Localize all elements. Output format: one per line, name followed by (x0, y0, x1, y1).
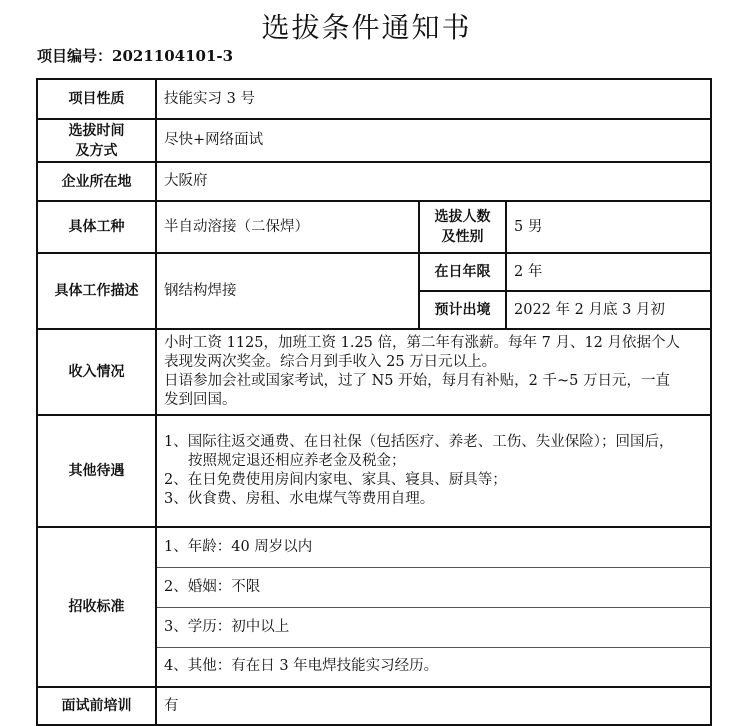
project-nature-value: 技能实习 3 号 (156, 79, 711, 119)
row-location (37, 162, 711, 201)
benefits-line: 3、伙食费、房租、水电煤气等费用自理。 (164, 491, 435, 507)
location-value: 大阪府 (156, 162, 711, 201)
row-selection-time (37, 119, 711, 162)
headcount-label (419, 201, 506, 253)
income-line: 表现发两次奖金。综合月到手收入 25 万日元以上。 (164, 354, 497, 370)
row-income (37, 329, 711, 415)
job-desc-value: 钢结构焊接 (156, 253, 419, 329)
headcount-value: 5 男 (506, 201, 711, 253)
training-label: 面试前培训 (37, 687, 156, 725)
location-label: 企业所在地 (37, 162, 156, 201)
selection-time-value: 尽快+网络面试 (156, 119, 711, 162)
row-project-nature (37, 79, 711, 119)
benefits-value (156, 415, 711, 527)
benefits-line: 2、在日免费使用房间内家电、家具、寝具、厨具等； (164, 472, 507, 488)
row-job-type (37, 201, 711, 253)
training-value: 有 (156, 687, 711, 725)
conditions-table (36, 78, 712, 726)
row-criteria-1 (37, 527, 711, 567)
row-job-desc-a (37, 253, 711, 291)
project-number (37, 45, 233, 66)
criteria-item: 4、其他：有在日 3 年电焊技能实习经历。 (156, 647, 711, 687)
criteria-item: 1、年龄：40 周岁以内 (156, 527, 711, 567)
income-line: 发到回国。 (164, 392, 237, 408)
document-title: 选拔条件通知书 (261, 11, 472, 44)
departure-value: 2022 年 2 月底 3 月初 (506, 291, 711, 329)
benefits-line: 按照规定退还相应养老金及税金； (188, 453, 406, 469)
years-label: 在日年限 (419, 253, 506, 291)
criteria-item: 3、学历：初中以上 (156, 607, 711, 647)
selection-time-label-line2: 及方式 (75, 142, 118, 159)
row-training (37, 687, 711, 725)
project-number-value: 2021104101-3 (112, 47, 234, 65)
departure-label: 预计出境 (419, 291, 506, 329)
criteria-item: 2、婚姻：不限 (156, 567, 711, 607)
job-desc-label: 具体工作描述 (37, 253, 156, 329)
job-type-value: 半自动溶接（二保焊） (156, 201, 419, 253)
project-nature-label: 项目性质 (37, 79, 156, 119)
benefits-label: 其他待遇 (37, 415, 156, 527)
job-type-label: 具体工种 (37, 201, 156, 253)
income-line: 小时工资 1125，加班工资 1.25 倍，第二年有涨薪。每年 7 月、12 月依据个人 (164, 335, 681, 351)
income-label: 收入情况 (37, 329, 156, 415)
years-value: 2 年 (506, 253, 711, 291)
income-value (156, 329, 711, 415)
criteria-label: 招收标准 (37, 527, 156, 687)
selection-time-label-line1: 选拔时间 (68, 122, 125, 139)
row-benefits (37, 415, 711, 527)
headcount-label-line1: 选拔人数 (434, 209, 491, 225)
income-line: 日语参加会社或国家考试，过了 N5 开始，每月有补贴，2 千~5 万日元，一直 (164, 373, 670, 389)
headcount-label-line2: 及性别 (441, 229, 484, 245)
selection-time-label (37, 119, 156, 162)
project-number-label: 项目编号： (37, 47, 113, 65)
benefits-line: 1、国际往返交通费、在日社保（包括医疗、养老、工伤、失业保险）；回国后， (164, 434, 674, 450)
